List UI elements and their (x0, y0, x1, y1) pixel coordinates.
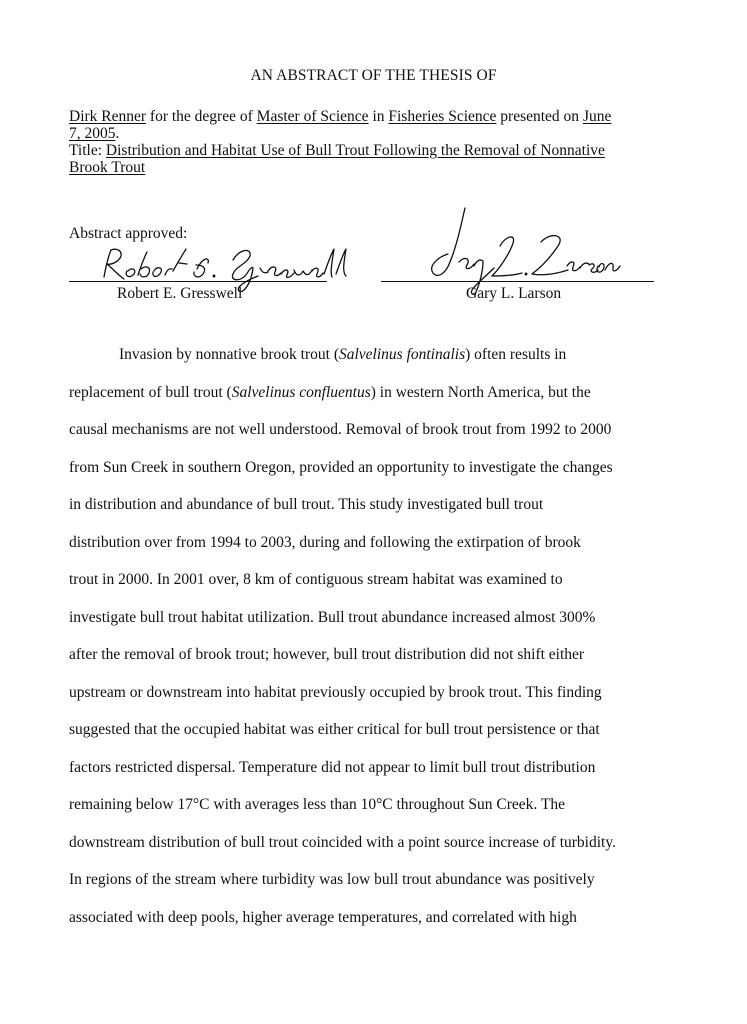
body-text-run: ) often results in (465, 346, 567, 363)
body-line: In regions of the stream where turbidity was low bull trout abundance was positively (69, 871, 595, 888)
body-line: remaining below 17°C with averages less than 10°C throughout Sun Creek. The (69, 796, 565, 813)
body-line: from Sun Creek in southern Oregon, provided an opportunity to investigate the changes (69, 458, 613, 476)
meta-text: . (115, 125, 120, 142)
body-line: distribution over from 1994 to 2003, during and following the extirpation of brook (69, 533, 581, 551)
species-name: Salvelinus fontinalis (338, 346, 466, 363)
body-line: suggested that the occupied habitat was either critical for bull trout persistence or that (69, 721, 600, 738)
body-text-run: replacement of bull trout ( (69, 383, 232, 401)
body-text-run: ) in western North America, but the (370, 383, 591, 401)
signer-name-1: Robert E. Gresswell (117, 285, 243, 302)
body-line: factors restricted dispersal. Temperature did not appear to limit bull trout distribution (69, 758, 596, 776)
body-line: investigate bull trout habitat utilization. Bull trout abundance increased almost 300% (69, 608, 596, 626)
signature-line-2 (381, 281, 654, 282)
body-line: downstream distribution of bull trout coincided with a point source increase of turbidity. (69, 833, 616, 851)
author-name: Dirk Renner (69, 108, 147, 125)
thesis-title-part-b: Brook Trout (69, 159, 146, 176)
title-label: Title: (69, 142, 106, 159)
abstract-approved-label: Abstract approved: (69, 225, 188, 242)
meta-text: presented on (496, 108, 583, 125)
body-text-run: Invasion by nonnative brook trout ( (119, 346, 339, 363)
abstract-body (69, 336, 669, 936)
signer-name-2: Gary L. Larson (466, 285, 562, 302)
meta-text: for the degree of (146, 108, 257, 125)
body-line (69, 336, 669, 374)
body-line: in distribution and abundance of bull trout. This study investigated bull trout (69, 496, 544, 513)
degree-name: Master of Science (256, 108, 369, 125)
field-name: Fisheries Science (388, 108, 497, 125)
body-line: upstream or downstream into habitat previously occupied by brook trout. This finding (69, 683, 602, 701)
body-line: after the removal of brook trout; however, bull trout distribution did not shift either (69, 646, 585, 663)
body-line (69, 374, 669, 412)
date-part-a: June (582, 108, 612, 125)
handwritten-signatures (0, 0, 747, 300)
thesis-title-part-a: Distribution and Habitat Use of Bull Trout Following the Removal of Nonnative (105, 142, 605, 159)
body-line: associated with deep pools, higher average temperatures, and correlated with high (69, 908, 577, 926)
signature-line-1 (69, 281, 327, 282)
date-part-b: 7, 2005 (69, 125, 116, 142)
body-line: trout in 2000. In 2001 over, 8 km of contiguous stream habitat was examined to (69, 571, 563, 588)
meta-text: in (368, 108, 389, 125)
body-line: causal mechanisms are not well understood. Removal of brook trout from 1992 to 2000 (69, 421, 612, 438)
document-heading: AN ABSTRACT OF THE THESIS OF (250, 67, 497, 84)
species-name: Salvelinus confluentus (231, 383, 371, 401)
